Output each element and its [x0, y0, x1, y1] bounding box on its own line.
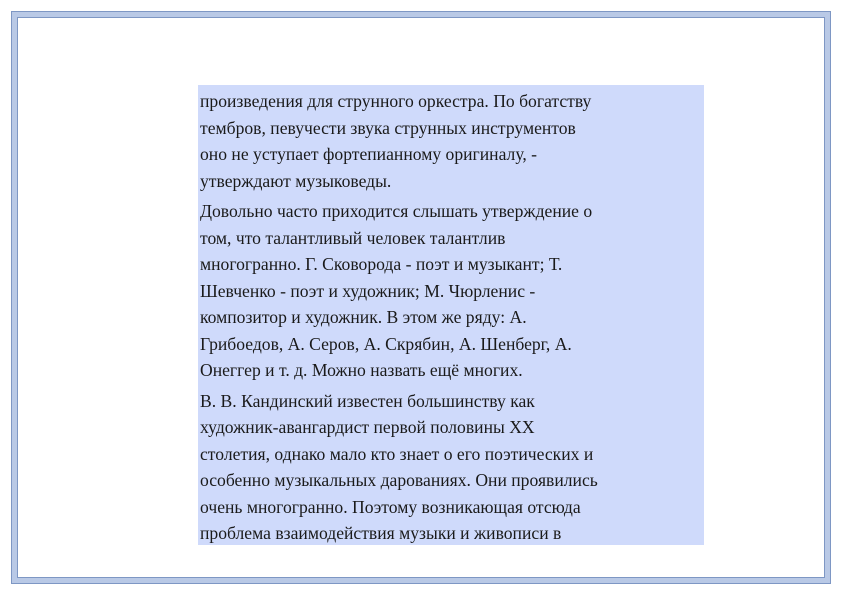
- text-line: произведения для струнного оркестра. По богатству: [200, 91, 592, 111]
- text-line: Грибоедов, А. Серов, А. Скрябин, А. Шенберг, А.: [200, 333, 572, 354]
- text-line: проблема взаимодействия музыки и живописи в: [200, 523, 562, 543]
- text-line: Онеггер и т. д. Можно назвать ещё многих.: [200, 360, 523, 380]
- text-line: очень многогранно. Поэтому возникающая отсюда: [200, 496, 581, 517]
- text-line: Довольно часто приходится слышать утверждение о: [200, 201, 593, 221]
- paragraph-1: [200, 88, 702, 194]
- text-line: композитор и художник. В этом же ряду: А.: [200, 307, 527, 327]
- text-line: том, что талантливый человек талантлив: [200, 227, 506, 248]
- text-box: [198, 85, 704, 545]
- text-line: Шевченко - поэт и художник; М. Чюрленис -: [200, 280, 536, 301]
- text-line: В. В. Кандинский известен большинству как: [200, 390, 535, 411]
- paragraph-3: [200, 388, 702, 546]
- paragraph-2: [200, 198, 702, 384]
- text-line: оно не уступает фортепианному оригиналу, -: [200, 144, 538, 164]
- text-line: тембров, певучести звука струнных инструментов: [200, 117, 576, 138]
- text-line: утверждают музыковеды.: [200, 170, 392, 191]
- text-line: особенно музыкальных дарованиях. Они проявились: [200, 470, 598, 490]
- text-line: художник-авангардист первой половины XX: [200, 417, 535, 437]
- text-line: многогранно. Г. Сковорода - поэт и музыкант; Т.: [200, 254, 563, 274]
- text-line: столетия, однако мало кто знает о его поэтических и: [200, 443, 594, 464]
